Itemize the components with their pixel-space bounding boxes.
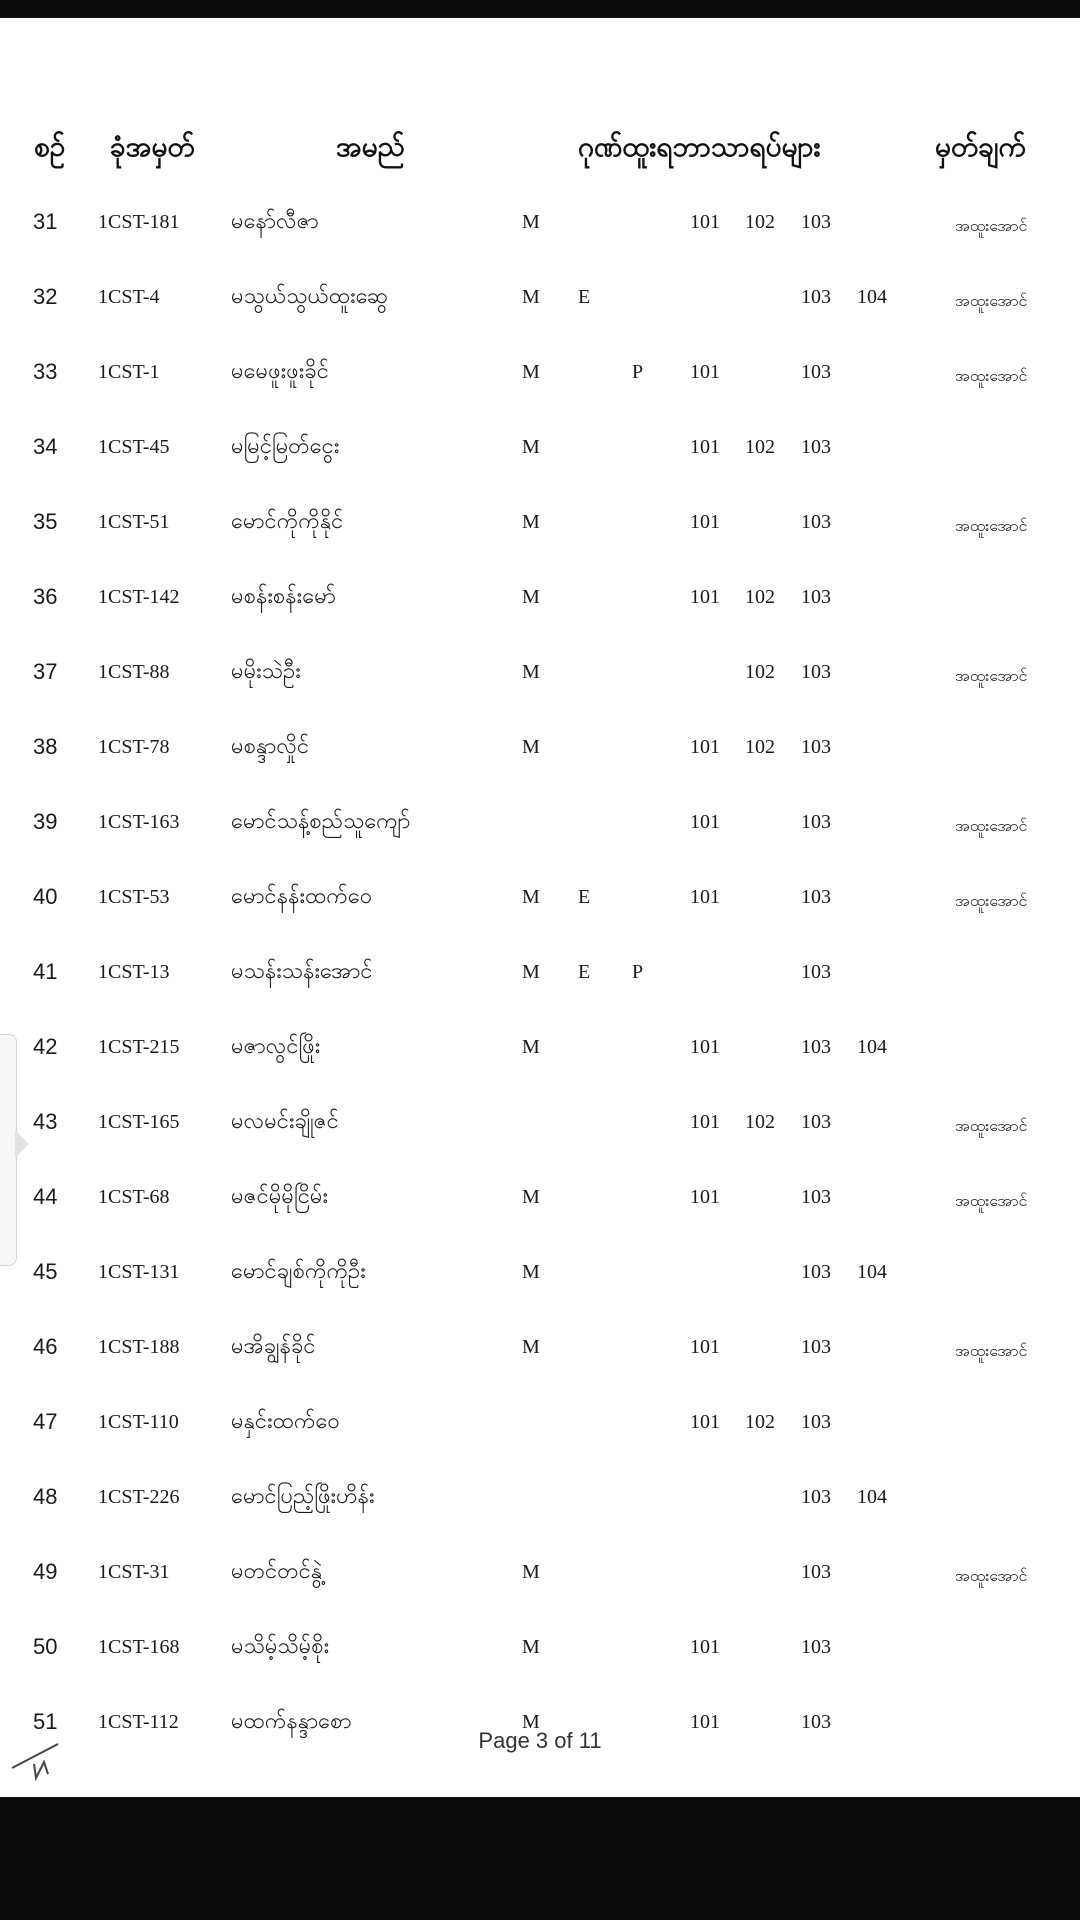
subject-p: P [632, 961, 644, 983]
table-row [0, 1388, 1080, 1463]
subject-m: M [522, 736, 540, 758]
subject-101: 101 [690, 886, 720, 908]
subject-102: 102 [745, 736, 775, 758]
student-name: မဇာလွင်ဖြိုး [231, 1034, 321, 1059]
navigation-bar [0, 1797, 1080, 1920]
student-name: မောင်သန့်စည်သူကျော် [231, 809, 411, 834]
roll-number: 1CST-142 [98, 586, 180, 608]
serial-number: 31 [33, 209, 58, 234]
table-row [0, 1463, 1080, 1538]
student-name: မစန္ဒာလှိုင် [231, 734, 310, 759]
roll-number: 1CST-163 [98, 811, 180, 833]
subject-103: 103 [801, 1111, 831, 1133]
subject-103: 103 [801, 1336, 831, 1358]
subject-e: E [578, 286, 591, 308]
subject-102: 102 [745, 1111, 775, 1133]
subject-m: M [522, 211, 540, 233]
subject-104: 104 [857, 1261, 887, 1283]
subject-102: 102 [745, 586, 775, 608]
subject-103: 103 [801, 361, 831, 383]
remark: အထူးအောင် [955, 666, 1028, 685]
roll-number: 1CST-226 [98, 1486, 180, 1508]
roll-number: 1CST-78 [98, 736, 170, 758]
subject-103: 103 [801, 1186, 831, 1208]
header-remark: မှတ်ချက် [935, 130, 1026, 163]
serial-number: 48 [33, 1484, 58, 1509]
remark: အထူးအောင် [955, 1341, 1028, 1360]
subject-e: E [578, 886, 591, 908]
subject-101: 101 [690, 1411, 720, 1433]
roll-number: 1CST-31 [98, 1561, 170, 1583]
student-name: မောင်ကိုကိုနိုင် [231, 509, 344, 534]
remark: အထူးအောင် [955, 216, 1028, 235]
table-row [0, 413, 1080, 488]
table-row [0, 1163, 1080, 1238]
roll-number: 1CST-215 [98, 1036, 180, 1058]
subject-103: 103 [801, 1486, 831, 1508]
student-name: မမိုးသဲဦး [231, 659, 301, 684]
serial-number: 32 [33, 284, 58, 309]
roll-number: 1CST-88 [98, 661, 170, 683]
student-name: မမေဖူးဖူးခိုင် [231, 359, 329, 384]
student-name: မထက်နန္ဒာစော [231, 1709, 352, 1734]
serial-number: 47 [33, 1409, 58, 1434]
subject-103: 103 [801, 811, 831, 833]
roll-number: 1CST-4 [98, 286, 160, 308]
roll-number: 1CST-181 [98, 211, 180, 233]
table-row [0, 263, 1080, 338]
subject-103: 103 [801, 1411, 831, 1433]
student-name: မတင်တင်နွဲ့ [231, 1559, 323, 1584]
serial-number: 44 [33, 1184, 58, 1209]
subject-103: 103 [801, 886, 831, 908]
subject-103: 103 [801, 1711, 831, 1733]
student-name: မဇင်မိုမိုငြိမ်း [231, 1184, 329, 1209]
subject-103: 103 [801, 1036, 831, 1058]
subject-m: M [522, 286, 540, 308]
subject-102: 102 [745, 661, 775, 683]
subject-101: 101 [690, 1036, 720, 1058]
subject-101: 101 [690, 1186, 720, 1208]
roll-number: 1CST-13 [98, 961, 170, 983]
roll-number: 1CST-1 [98, 361, 160, 383]
subject-101: 101 [690, 1636, 720, 1658]
document-page [0, 18, 1080, 1797]
serial-number: 43 [33, 1109, 58, 1134]
serial-number: 46 [33, 1334, 58, 1359]
subject-101: 101 [690, 511, 720, 533]
table-row [0, 638, 1080, 713]
pen-mark-icon [10, 1738, 64, 1782]
remark: အထူးအောင် [955, 291, 1028, 310]
table-row [0, 938, 1080, 1013]
table-row [0, 563, 1080, 638]
status-bar [0, 0, 1080, 18]
serial-number: 51 [33, 1709, 58, 1734]
remark: အထူးအောင် [955, 816, 1028, 835]
subject-m: M [522, 1636, 540, 1658]
serial-number: 50 [33, 1634, 58, 1659]
header-name: အမည် [336, 130, 405, 163]
subject-m: M [522, 586, 540, 608]
student-name: မနော်လီဇာ [231, 209, 319, 234]
serial-number: 42 [33, 1034, 58, 1059]
header-serial-no: စဉ် [34, 130, 66, 163]
subject-m: M [522, 1711, 540, 1733]
subject-101: 101 [690, 436, 720, 458]
roll-number: 1CST-188 [98, 1336, 180, 1358]
roll-number: 1CST-112 [98, 1711, 179, 1733]
serial-number: 39 [33, 809, 58, 834]
serial-number: 37 [33, 659, 58, 684]
table-row [0, 1088, 1080, 1163]
table-row [0, 713, 1080, 788]
subject-m: M [522, 1186, 540, 1208]
roll-number: 1CST-51 [98, 511, 170, 533]
table-row [0, 788, 1080, 863]
subject-103: 103 [801, 1261, 831, 1283]
serial-number: 40 [33, 884, 58, 909]
table-row [0, 1238, 1080, 1313]
table-row [0, 1538, 1080, 1613]
subject-e: E [578, 961, 591, 983]
student-name: မသိမ့်သိမ့်စိုး [231, 1634, 330, 1659]
table-row [0, 188, 1080, 263]
page-number: Page 3 of 11 [478, 1728, 602, 1753]
student-name: မသွယ်သွယ်ထူးဆွေ [231, 284, 389, 309]
subject-m: M [522, 886, 540, 908]
subject-102: 102 [745, 1411, 775, 1433]
subject-103: 103 [801, 511, 831, 533]
subject-101: 101 [690, 736, 720, 758]
subject-103: 103 [801, 1636, 831, 1658]
roll-number: 1CST-131 [98, 1261, 180, 1283]
roll-number: 1CST-68 [98, 1186, 170, 1208]
roll-number: 1CST-110 [98, 1411, 179, 1433]
subject-104: 104 [857, 1486, 887, 1508]
subject-104: 104 [857, 286, 887, 308]
expand-arrow-icon[interactable] [15, 1130, 29, 1158]
subject-101: 101 [690, 211, 720, 233]
table-row [0, 1313, 1080, 1388]
remark: အထူးအောင် [955, 366, 1028, 385]
subject-101: 101 [690, 811, 720, 833]
serial-number: 41 [33, 959, 58, 984]
subject-103: 103 [801, 961, 831, 983]
student-name: မောင်ပြည့်ဖြိုးဟိန်း [231, 1484, 375, 1509]
student-name: မနှင်းထက်ဝေ [231, 1409, 340, 1434]
remark: အထူးအောင် [955, 891, 1028, 910]
serial-number: 45 [33, 1259, 58, 1284]
table-body [0, 188, 1080, 1763]
subject-m: M [522, 436, 540, 458]
subject-104: 104 [857, 1036, 887, 1058]
serial-number: 33 [33, 359, 58, 384]
student-name: မလမင်းချိုဇင် [231, 1109, 339, 1134]
subject-101: 101 [690, 586, 720, 608]
student-name: မအိချွန်ခိုင် [231, 1334, 316, 1359]
subject-m: M [522, 961, 540, 983]
subject-103: 103 [801, 1561, 831, 1583]
subject-101: 101 [690, 1336, 720, 1358]
serial-number: 36 [33, 584, 58, 609]
serial-number: 38 [33, 734, 58, 759]
subject-101: 101 [690, 1111, 720, 1133]
roll-number: 1CST-168 [98, 1636, 180, 1658]
subject-102: 102 [745, 436, 775, 458]
header-distinction-subjects: ဂုဏ်ထူးရဘာသာရပ်များ [578, 130, 821, 163]
subject-m: M [522, 661, 540, 683]
table-row [0, 488, 1080, 563]
subject-m: M [522, 1261, 540, 1283]
table-row [0, 338, 1080, 413]
student-name: မောင်နန်းထက်ဝေ [231, 884, 373, 909]
subject-103: 103 [801, 436, 831, 458]
table-header [0, 118, 1080, 178]
student-name: မမြင့်မြတ်ငွေး [231, 434, 340, 459]
subject-m: M [522, 361, 540, 383]
serial-number: 49 [33, 1559, 58, 1584]
subject-101: 101 [690, 361, 720, 383]
subject-m: M [522, 1036, 540, 1058]
table-row [0, 863, 1080, 938]
remark: အထူးအောင် [955, 1191, 1028, 1210]
serial-number: 35 [33, 509, 58, 534]
subject-103: 103 [801, 211, 831, 233]
subject-102: 102 [745, 211, 775, 233]
student-name: မောင်ချစ်ကိုကိုဦး [231, 1259, 366, 1284]
serial-number: 34 [33, 434, 58, 459]
subject-m: M [522, 1561, 540, 1583]
roll-number: 1CST-165 [98, 1111, 180, 1133]
roll-number: 1CST-53 [98, 886, 170, 908]
remark: အထူးအောင် [955, 1566, 1028, 1585]
student-name: မသန်းသန်းအောင် [231, 959, 373, 984]
subject-103: 103 [801, 736, 831, 758]
subject-m: M [522, 511, 540, 533]
subject-103: 103 [801, 661, 831, 683]
subject-103: 103 [801, 586, 831, 608]
subject-p: P [632, 361, 644, 383]
student-name: မစန်းစန်းမော် [231, 584, 336, 609]
table-row [0, 1613, 1080, 1688]
roll-number: 1CST-45 [98, 436, 170, 458]
subject-103: 103 [801, 286, 831, 308]
table-row [0, 1013, 1080, 1088]
header-roll-number: ခုံအမှတ် [110, 130, 195, 163]
subject-101: 101 [690, 1711, 720, 1733]
subject-m: M [522, 1336, 540, 1358]
remark: အထူးအောင် [955, 1116, 1028, 1135]
remark: အထူးအောင် [955, 516, 1028, 535]
